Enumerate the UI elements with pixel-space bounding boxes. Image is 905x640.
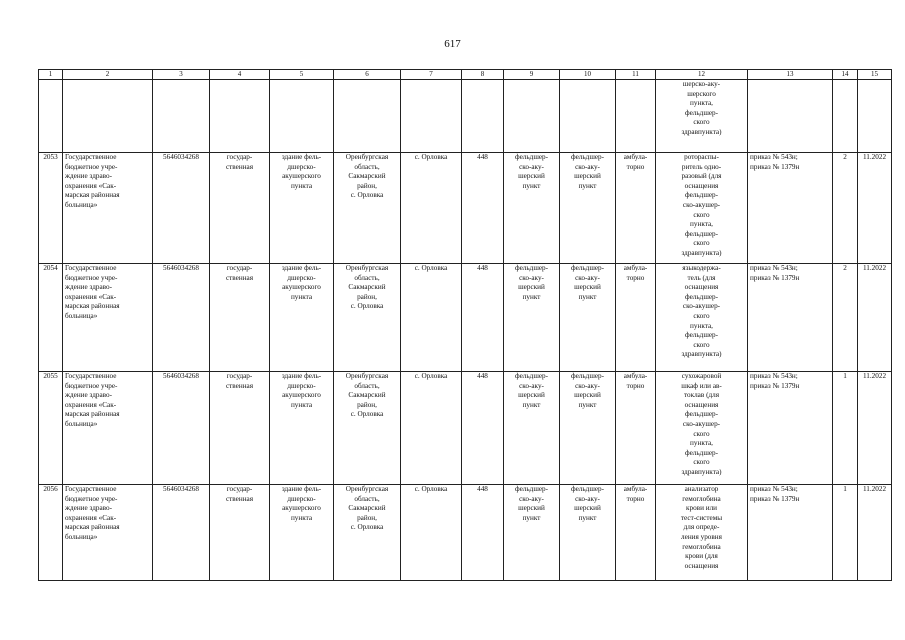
settlement-cell: с. Орловка <box>401 372 462 485</box>
ownership-cell: государ- ственная <box>210 153 270 264</box>
organization-cell: Государственное бюджетное учре- ждение здраво- охранения «Сак- марская районная больница» <box>63 372 153 485</box>
date-cell: 11.2022 <box>858 153 892 264</box>
organization-cell: Государственное бюджетное учре- ждение здраво- охранения «Сак- марская районная больница» <box>63 153 153 264</box>
ownership-cell: государ- ственная <box>210 372 270 485</box>
column-numbers-row <box>39 70 892 80</box>
date-cell: 11.2022 <box>858 372 892 485</box>
address-cell: Оренбургская область, Сакмарский район, с. Орловка <box>334 485 401 581</box>
ownership-cell: государ- ственная <box>210 264 270 372</box>
settlement-cell: с. Орловка <box>401 485 462 581</box>
facility-type-cell: фельдшер- ско-аку- шерский пункт <box>560 264 616 372</box>
care-type-cell: амбула- торно <box>616 485 656 581</box>
building-cell: здание фель- дшерско- акушерского пункта <box>270 485 334 581</box>
organization-cell: Государственное бюджетное учре- ждение здраво- охранения «Сак- марская районная больница» <box>63 264 153 372</box>
organization-cell: Государственное бюджетное учре- ждение здраво- охранения «Сак- марская районная больница» <box>63 485 153 581</box>
inn-cell: 5646034268 <box>153 153 210 264</box>
equipment-cell: анализатор гемоглобина крови или тест-системы для опреде- ления уровня гемоглобина крови (для оснащения <box>656 485 748 581</box>
address-cell: Оренбургская область, Сакмарский район, с. Орловка <box>334 153 401 264</box>
col-header: 1 <box>39 70 63 80</box>
facility-type-cell: фельдшер- ско-аку- шерский пункт <box>504 372 560 485</box>
col-header: 14 <box>833 70 858 80</box>
row-number: 2055 <box>39 372 63 485</box>
quantity-cell: 2 <box>833 264 858 372</box>
facility-type-cell: фельдшер- ско-аку- шерский пункт <box>560 153 616 264</box>
equipment-cell: шерско-аку- шерского пункта, фельдшер- ского здравпункта) <box>656 80 748 153</box>
care-type-cell: амбула- торно <box>616 264 656 372</box>
building-cell: здание фель- дшерско- акушерского пункта <box>270 153 334 264</box>
date-cell: 11.2022 <box>858 485 892 581</box>
col-header: 4 <box>210 70 270 80</box>
population-cell: 448 <box>462 264 504 372</box>
population-cell: 448 <box>462 372 504 485</box>
equipment-cell: ротораспы- ритель одно- разовый (для оснащения фельдшер- ско-акушер- ского пункта, фельдшер- ского здравпункта) <box>656 153 748 264</box>
facility-type-cell: фельдшер- ско-аку- шерский пункт <box>504 485 560 581</box>
row-number: 2054 <box>39 264 63 372</box>
col-header: 8 <box>462 70 504 80</box>
col-header: 10 <box>560 70 616 80</box>
building-cell: здание фель- дшерско- акушерского пункта <box>270 264 334 372</box>
table-row <box>39 153 892 264</box>
quantity-cell: 1 <box>833 372 858 485</box>
order-cell: приказ № 543н; приказ № 1379н <box>748 372 833 485</box>
col-header: 11 <box>616 70 656 80</box>
quantity-cell: 1 <box>833 485 858 581</box>
facility-type-cell: фельдшер- ско-аку- шерский пункт <box>504 153 560 264</box>
col-header: 9 <box>504 70 560 80</box>
col-header: 15 <box>858 70 892 80</box>
col-header: 2 <box>63 70 153 80</box>
care-type-cell: амбула- торно <box>616 153 656 264</box>
table-row <box>39 372 892 485</box>
date-cell: 11.2022 <box>858 264 892 372</box>
facility-type-cell: фельдшер- ско-аку- шерский пункт <box>560 485 616 581</box>
continuation-row <box>39 80 892 153</box>
population-cell: 448 <box>462 485 504 581</box>
population-cell: 448 <box>462 153 504 264</box>
equipment-cell: языкодержа- тель (для оснащения фельдшер- ско-акушер- ского пункта, фельдшер- ского здравпункта) <box>656 264 748 372</box>
page-number: 617 <box>444 38 461 50</box>
equipment-cell: сухожаровой шкаф или ав- токлав (для оснащения фельдшер- ско-акушер- ского пункта, фельдшер- ского здравпункта) <box>656 372 748 485</box>
quantity-cell: 2 <box>833 153 858 264</box>
building-cell: здание фель- дшерско- акушерского пункта <box>270 372 334 485</box>
settlement-cell: с. Орловка <box>401 153 462 264</box>
inn-cell: 5646034268 <box>153 485 210 581</box>
inn-cell: 5646034268 <box>153 264 210 372</box>
ownership-cell: государ- ственная <box>210 485 270 581</box>
facility-type-cell: фельдшер- ско-аку- шерский пункт <box>560 372 616 485</box>
col-header: 7 <box>401 70 462 80</box>
col-header: 13 <box>748 70 833 80</box>
col-header: 6 <box>334 70 401 80</box>
settlement-cell: с. Орловка <box>401 264 462 372</box>
order-cell: приказ № 543н; приказ № 1379н <box>748 264 833 372</box>
address-cell: Оренбургская область, Сакмарский район, с. Орловка <box>334 264 401 372</box>
register-table <box>38 69 892 581</box>
inn-cell: 5646034268 <box>153 372 210 485</box>
table-row <box>39 485 892 581</box>
facility-type-cell: фельдшер- ско-аку- шерский пункт <box>504 264 560 372</box>
row-number: 2056 <box>39 485 63 581</box>
order-cell: приказ № 543н; приказ № 1379н <box>748 485 833 581</box>
col-header: 12 <box>656 70 748 80</box>
table-row <box>39 264 892 372</box>
care-type-cell: амбула- торно <box>616 372 656 485</box>
col-header: 3 <box>153 70 210 80</box>
address-cell: Оренбургская область, Сакмарский район, с. Орловка <box>334 372 401 485</box>
order-cell: приказ № 543н; приказ № 1379н <box>748 153 833 264</box>
col-header: 5 <box>270 70 334 80</box>
row-number: 2053 <box>39 153 63 264</box>
